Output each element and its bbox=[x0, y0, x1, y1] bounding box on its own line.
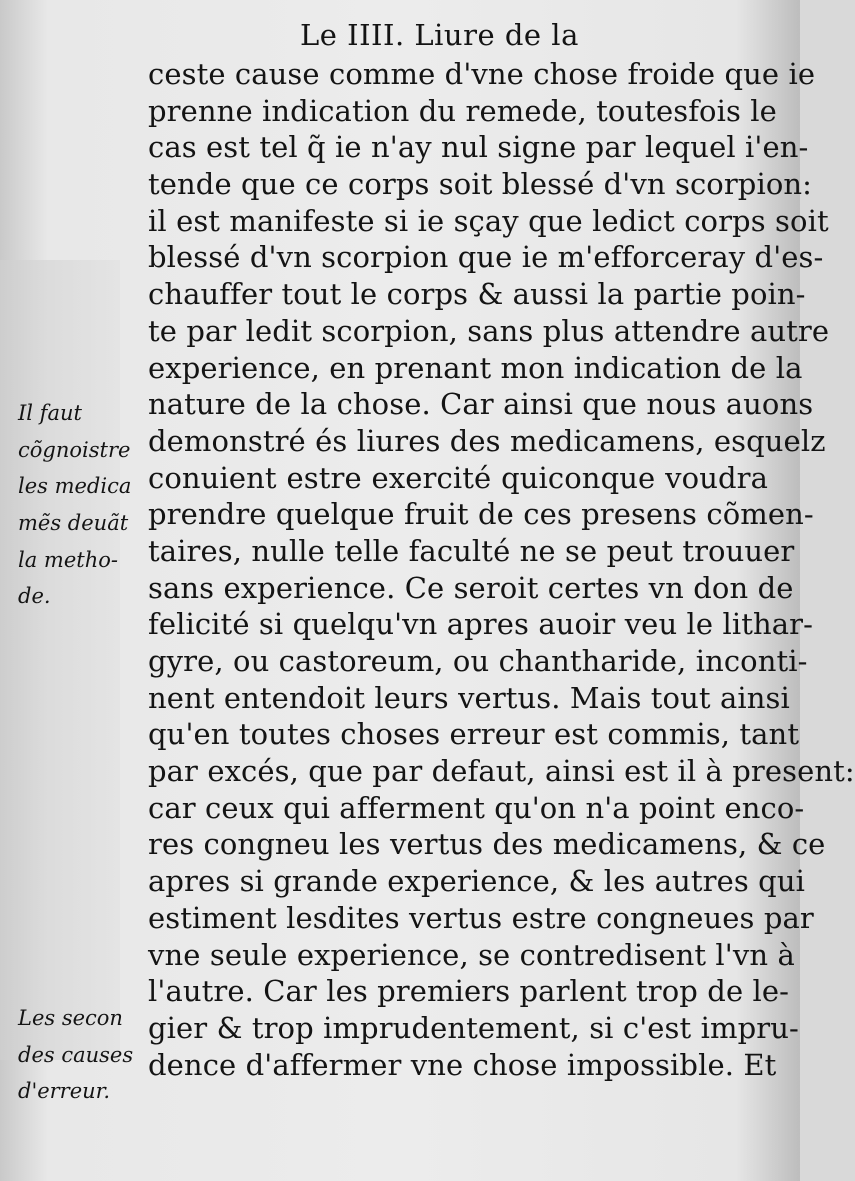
text-line: vne seule experience, se contredisent l'vn à bbox=[148, 937, 795, 972]
text-line: nature de la chose. Car ainsi que nous auons bbox=[148, 387, 814, 422]
text-line: estiment lesdites vertus estre congneues par bbox=[148, 900, 814, 935]
margin-note-line: la metho- bbox=[18, 547, 118, 572]
text-line: ceste cause comme d'vne chose froide que ie bbox=[148, 57, 816, 91]
margin-note-line: mẽs deuãt bbox=[18, 511, 129, 536]
text-line: gyre, ou castoreum, ou chantharide, inconti- bbox=[148, 644, 808, 678]
text-line: demonstré és liures des medicamens, esquelz bbox=[148, 423, 826, 458]
text-line: qu'en toutes choses erreur est commis, tant bbox=[148, 717, 800, 752]
body-text bbox=[148, 56, 855, 1083]
margin-note bbox=[18, 1000, 146, 1110]
margin-note-line: Il faut bbox=[18, 401, 82, 425]
margin-note-line: cõgnoistre bbox=[18, 437, 131, 462]
text-line: taires, nulle telle faculté ne se peut trouuer bbox=[148, 533, 795, 568]
margin-note-line: d'erreur. bbox=[18, 1079, 111, 1104]
margin-note-line: des causes bbox=[18, 1042, 134, 1067]
text-line: conuient estre exercité quiconque voudra bbox=[148, 460, 768, 495]
margin-note-line: de. bbox=[18, 584, 51, 609]
text-line: l'autre. Car les premiers parlent trop de le- bbox=[148, 974, 790, 1009]
text-line: car ceux qui afferment qu'on n'a point enco- bbox=[148, 790, 805, 825]
text-line: apres si grande experience, & les autres qui bbox=[148, 864, 805, 899]
text-line: sans experience. Ce seroit certes vn don de bbox=[148, 570, 794, 605]
text-line: chauffer tout le corps & aussi la partie poin- bbox=[148, 277, 806, 312]
text-line: cas est tel q̃ ie n'ay nul signe par lequel i'en- bbox=[148, 130, 809, 165]
text-line: prendre quelque fruit de ces presens cõmen- bbox=[148, 497, 814, 532]
text-line: res congneu les vertus des medicamens, & ce bbox=[148, 827, 826, 862]
text-line: par excés, que par defaut, ainsi est il à present: bbox=[148, 754, 855, 789]
text-line: te par ledit scorpion, sans plus attendre autre bbox=[148, 313, 830, 348]
text-line: prenne indication du remede, toutesfois le bbox=[148, 93, 777, 128]
margin-note-line: les medica bbox=[18, 474, 132, 499]
text-line: gier & trop imprudentement, si c'est impru- bbox=[148, 1010, 799, 1045]
margin-note-line: Les secon bbox=[18, 1006, 123, 1030]
text-line: experience, en prenant mon indication de la bbox=[148, 350, 803, 385]
text-line: tende que ce corps soit blessé d'vn scorpion: bbox=[148, 167, 813, 202]
text-line: dence d'affermer vne chose impossible. Et bbox=[148, 1047, 777, 1082]
show-through-shadow bbox=[0, 260, 120, 1060]
text-line: il est manifeste si ie sçay que ledict corps soit bbox=[148, 203, 829, 238]
text-line: nent entendoit leurs vertus. Mais tout ainsi bbox=[148, 680, 790, 715]
text-line: felicité si quelqu'vn apres auoir veu le lithar- bbox=[148, 607, 814, 642]
running-head: Le IIII. Liure de la bbox=[300, 18, 579, 52]
text-line: blessé d'vn scorpion que ie m'efforceray d'es- bbox=[148, 240, 824, 275]
margin-note bbox=[18, 395, 146, 615]
